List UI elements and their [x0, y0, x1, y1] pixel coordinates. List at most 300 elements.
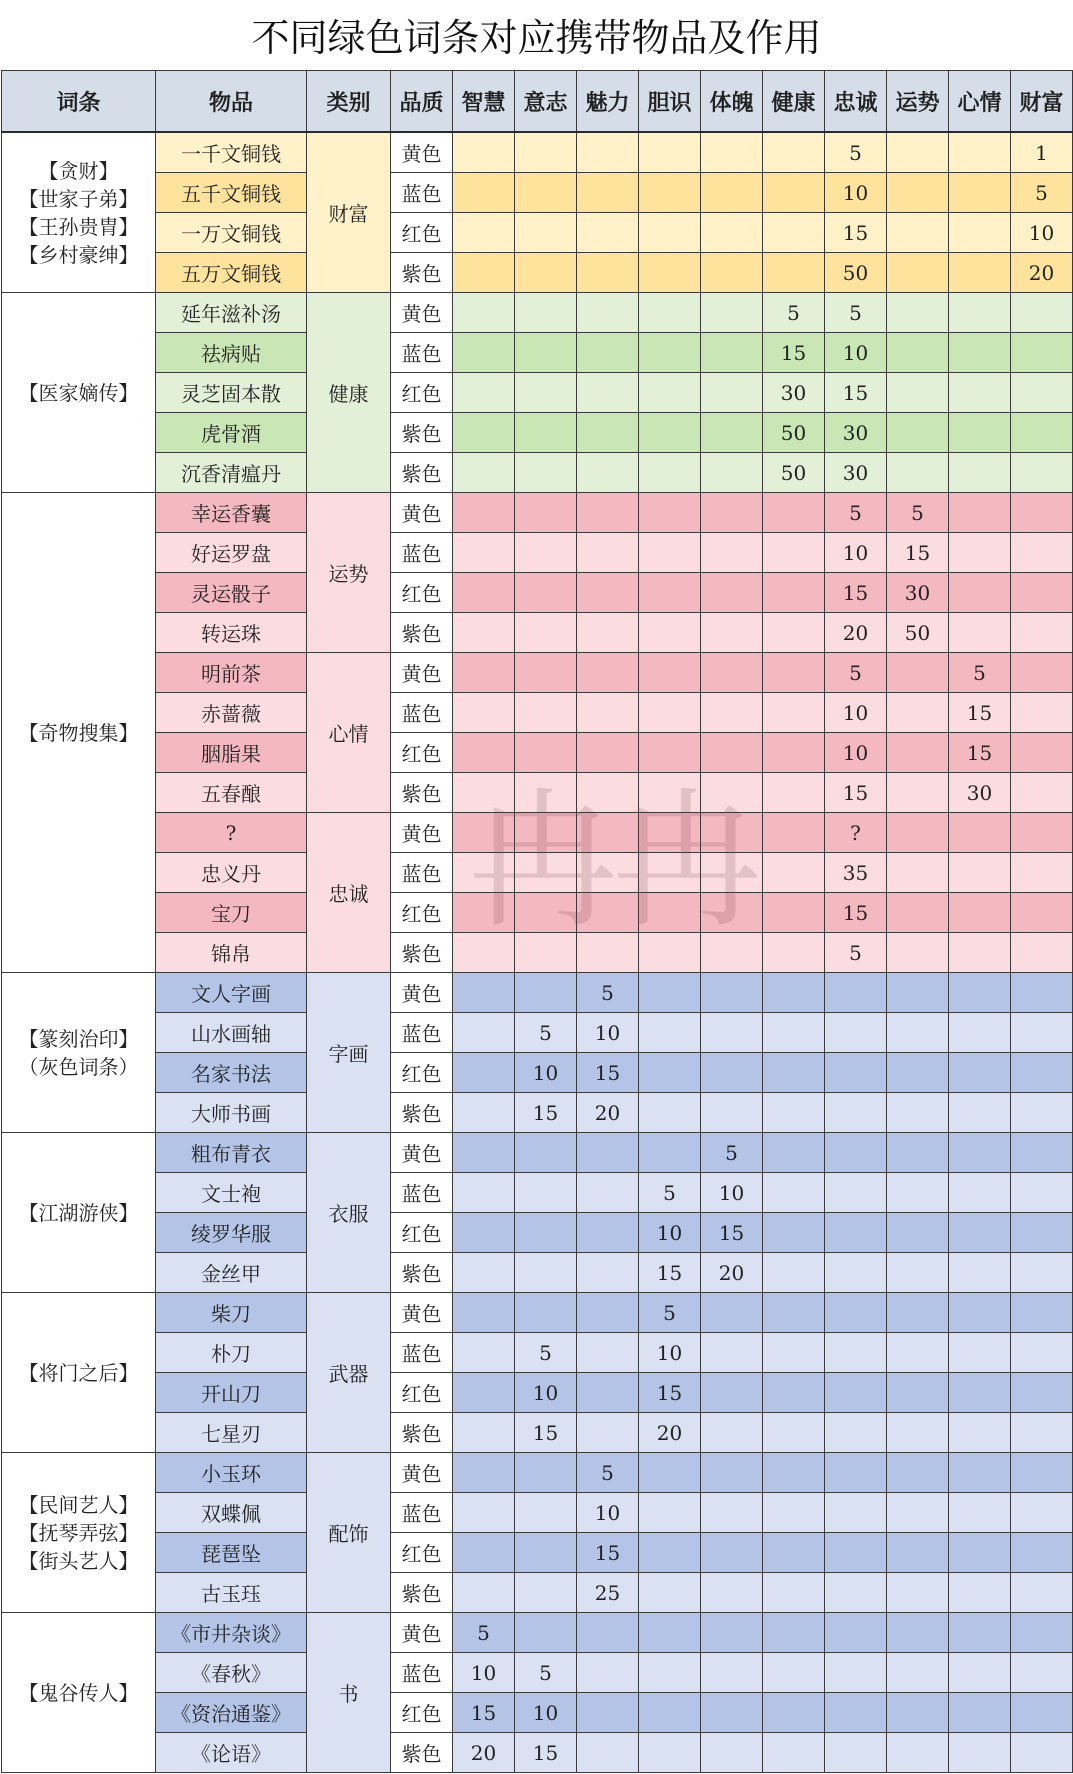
value-cell: [515, 1213, 577, 1253]
table-row: [2, 733, 1073, 773]
value-cell: [701, 1733, 763, 1773]
value-cell: [1011, 773, 1073, 813]
value-cell: [949, 373, 1011, 413]
category-cell: 配饰: [307, 1453, 391, 1613]
trait-label: 【奇物搜集】: [18, 720, 139, 745]
table-row: [2, 573, 1073, 613]
value-cell: [515, 453, 577, 493]
value-cell: [1011, 1373, 1073, 1413]
value-cell: [949, 813, 1011, 853]
value-cell: [577, 1413, 639, 1453]
column-header: 心情: [949, 71, 1011, 133]
value-cell: [639, 1653, 701, 1693]
value-cell: 10: [825, 533, 887, 573]
value-cell: [887, 973, 949, 1013]
value-cell: [515, 1173, 577, 1213]
value-cell: 5: [577, 1453, 639, 1493]
value-cell: ?: [825, 813, 887, 853]
value-cell: [453, 1093, 515, 1133]
value-cell: [887, 132, 949, 173]
column-header: 健康: [763, 71, 825, 133]
value-cell: [763, 693, 825, 733]
value-cell: [453, 253, 515, 293]
value-cell: 15: [949, 733, 1011, 773]
value-cell: [949, 1253, 1011, 1293]
value-cell: 1: [1011, 132, 1073, 173]
value-cell: [1011, 1013, 1073, 1053]
value-cell: [949, 1333, 1011, 1373]
value-cell: [949, 132, 1011, 173]
value-cell: [515, 653, 577, 693]
value-cell: 50: [763, 453, 825, 493]
value-cell: 25: [577, 1573, 639, 1613]
value-cell: [701, 1093, 763, 1133]
value-cell: [887, 1733, 949, 1773]
quality-cell: 紫色: [391, 613, 453, 653]
value-cell: [639, 253, 701, 293]
value-cell: [453, 893, 515, 933]
quality-cell: 紫色: [391, 253, 453, 293]
value-cell: [887, 1013, 949, 1053]
item-cell: 祛病贴: [156, 333, 307, 373]
value-cell: [1011, 1333, 1073, 1373]
value-cell: [763, 1573, 825, 1613]
value-cell: [1011, 1693, 1073, 1733]
value-cell: [1011, 373, 1073, 413]
value-cell: [639, 1733, 701, 1773]
value-cell: [639, 773, 701, 813]
quality-cell: 红色: [391, 1213, 453, 1253]
value-cell: [949, 1533, 1011, 1573]
page-title: 不同绿色词条对应携带物品及作用: [251, 16, 822, 60]
value-cell: [453, 373, 515, 413]
value-cell: [515, 1453, 577, 1493]
value-cell: [639, 132, 701, 173]
table-row: [2, 1413, 1073, 1453]
value-cell: 10: [701, 1173, 763, 1213]
value-cell: [887, 373, 949, 413]
value-cell: [949, 1373, 1011, 1413]
value-cell: [515, 893, 577, 933]
value-cell: [949, 1213, 1011, 1253]
item-cell: ?: [156, 813, 307, 853]
value-cell: [701, 1293, 763, 1333]
quality-cell: 红色: [391, 573, 453, 613]
value-cell: [825, 1333, 887, 1373]
table-row: [2, 813, 1073, 853]
value-cell: [701, 1013, 763, 1053]
value-cell: [453, 733, 515, 773]
value-cell: 15: [639, 1253, 701, 1293]
value-cell: 10: [825, 173, 887, 213]
value-cell: [639, 813, 701, 853]
value-cell: 30: [949, 773, 1011, 813]
value-cell: [1011, 853, 1073, 893]
value-cell: [515, 973, 577, 1013]
table-row: [2, 773, 1073, 813]
value-cell: 15: [515, 1733, 577, 1773]
value-cell: [1011, 933, 1073, 973]
value-cell: [515, 293, 577, 333]
quality-cell: 紫色: [391, 1733, 453, 1773]
item-cell: 宝刀: [156, 893, 307, 933]
value-cell: [887, 1613, 949, 1653]
value-cell: [515, 573, 577, 613]
column-header: 运势: [887, 71, 949, 133]
value-cell: 5: [639, 1293, 701, 1333]
value-cell: [577, 573, 639, 613]
trait-label: 【篆刻治印】: [18, 1026, 139, 1051]
value-cell: [639, 493, 701, 533]
value-cell: [949, 1173, 1011, 1213]
table-row: [2, 1133, 1073, 1173]
value-cell: [949, 573, 1011, 613]
value-cell: [701, 853, 763, 893]
quality-cell: 黄色: [391, 293, 453, 333]
item-cell: 胭脂果: [156, 733, 307, 773]
table-row: [2, 893, 1073, 933]
trait-cell: [2, 973, 156, 1133]
table-row: [2, 1213, 1073, 1253]
value-cell: 10: [639, 1213, 701, 1253]
trait-label: 【鬼谷传人】: [18, 1680, 139, 1705]
value-cell: [763, 1533, 825, 1573]
quality-cell: 红色: [391, 373, 453, 413]
table-row: [2, 853, 1073, 893]
value-cell: [515, 1293, 577, 1333]
value-cell: [701, 253, 763, 293]
value-cell: 15: [825, 773, 887, 813]
value-cell: 5: [949, 653, 1011, 693]
quality-cell: 蓝色: [391, 1493, 453, 1533]
table-row: [2, 373, 1073, 413]
value-cell: [639, 1053, 701, 1093]
value-cell: [763, 1373, 825, 1413]
item-cell: 一万文铜钱: [156, 213, 307, 253]
table-header-row: [2, 71, 1073, 133]
table-row: [2, 1333, 1073, 1373]
value-cell: [577, 1253, 639, 1293]
value-cell: [763, 1173, 825, 1213]
value-cell: 5: [577, 973, 639, 1013]
value-cell: [949, 1133, 1011, 1173]
value-cell: 5: [639, 1173, 701, 1213]
value-cell: [701, 1413, 763, 1453]
value-cell: [763, 1213, 825, 1253]
value-cell: [701, 1573, 763, 1613]
table-row: [2, 1253, 1073, 1293]
value-cell: [763, 1733, 825, 1773]
value-cell: [887, 1213, 949, 1253]
value-cell: [453, 853, 515, 893]
value-cell: [949, 1453, 1011, 1493]
value-cell: [825, 1093, 887, 1133]
column-header: 魅力: [577, 71, 639, 133]
value-cell: 15: [949, 693, 1011, 733]
value-cell: [639, 1013, 701, 1053]
value-cell: [453, 1133, 515, 1173]
value-cell: [639, 973, 701, 1013]
quality-cell: 紫色: [391, 1573, 453, 1613]
quality-cell: 黄色: [391, 1133, 453, 1173]
value-cell: [949, 1093, 1011, 1133]
value-cell: [515, 1533, 577, 1573]
value-cell: [453, 132, 515, 173]
trait-cell: [2, 293, 156, 493]
value-cell: [515, 613, 577, 653]
value-cell: [577, 413, 639, 453]
value-cell: [453, 1533, 515, 1573]
value-cell: [887, 1573, 949, 1613]
value-cell: [887, 1693, 949, 1733]
value-cell: [1011, 413, 1073, 453]
value-cell: 20: [639, 1413, 701, 1453]
category-cell: 字画: [307, 973, 391, 1133]
value-cell: [887, 853, 949, 893]
value-cell: 15: [825, 573, 887, 613]
value-cell: [577, 253, 639, 293]
value-cell: 15: [825, 373, 887, 413]
value-cell: [639, 1133, 701, 1173]
category-cell: 衣服: [307, 1133, 391, 1293]
item-cell: 赤蔷薇: [156, 693, 307, 733]
item-cell: 延年滋补汤: [156, 293, 307, 333]
value-cell: [639, 293, 701, 333]
value-cell: [577, 1133, 639, 1173]
table-row: [2, 1693, 1073, 1733]
value-cell: 30: [887, 573, 949, 613]
value-cell: [825, 1133, 887, 1173]
value-cell: 10: [639, 1333, 701, 1373]
value-cell: [453, 613, 515, 653]
item-cell: 朴刀: [156, 1333, 307, 1373]
value-cell: [949, 453, 1011, 493]
value-cell: [453, 1413, 515, 1453]
value-cell: [949, 1053, 1011, 1093]
table-row: [2, 453, 1073, 493]
value-cell: 20: [1011, 253, 1073, 293]
value-cell: [577, 1613, 639, 1653]
value-cell: [1011, 1173, 1073, 1213]
column-header: 类别: [307, 71, 391, 133]
table-row: [2, 1093, 1073, 1133]
value-cell: [515, 1613, 577, 1653]
item-cell: 虎骨酒: [156, 413, 307, 453]
value-cell: 5: [825, 132, 887, 173]
item-cell: 金丝甲: [156, 1253, 307, 1293]
value-cell: [887, 733, 949, 773]
value-cell: [701, 573, 763, 613]
quality-cell: 蓝色: [391, 853, 453, 893]
quality-cell: 蓝色: [391, 333, 453, 373]
value-cell: [577, 173, 639, 213]
value-cell: [825, 1613, 887, 1653]
value-cell: 15: [515, 1413, 577, 1453]
table-row: [2, 173, 1073, 213]
item-cell: 双蝶佩: [156, 1493, 307, 1533]
trait-cell: [2, 493, 156, 973]
trait-label: 【医家嫡传】: [18, 380, 139, 405]
value-cell: [515, 413, 577, 453]
value-cell: [887, 173, 949, 213]
value-cell: [515, 693, 577, 733]
value-cell: [1011, 1733, 1073, 1773]
value-cell: [763, 1333, 825, 1373]
value-cell: [887, 1133, 949, 1173]
quality-cell: 蓝色: [391, 1173, 453, 1213]
value-cell: [639, 733, 701, 773]
quality-cell: 红色: [391, 1533, 453, 1573]
value-cell: [763, 253, 825, 293]
value-cell: [887, 653, 949, 693]
table-row: [2, 1453, 1073, 1493]
value-cell: [577, 333, 639, 373]
value-cell: [453, 1013, 515, 1053]
value-cell: [515, 1573, 577, 1613]
value-cell: [453, 453, 515, 493]
value-cell: 5: [453, 1613, 515, 1653]
table-row: [2, 132, 1073, 173]
value-cell: [577, 1213, 639, 1253]
value-cell: [949, 413, 1011, 453]
value-cell: [701, 413, 763, 453]
value-cell: [639, 1533, 701, 1573]
quality-cell: 黄色: [391, 1613, 453, 1653]
value-cell: [453, 1173, 515, 1213]
value-cell: [1011, 1133, 1073, 1173]
table-row: [2, 973, 1073, 1013]
value-cell: [639, 893, 701, 933]
value-cell: [1011, 1253, 1073, 1293]
value-cell: [701, 173, 763, 213]
quality-cell: 蓝色: [391, 173, 453, 213]
category-cell: 武器: [307, 1293, 391, 1453]
value-cell: [577, 132, 639, 173]
value-cell: [639, 693, 701, 733]
value-cell: [577, 373, 639, 413]
value-cell: [825, 1013, 887, 1053]
value-cell: 20: [701, 1253, 763, 1293]
trait-label: 【王孙贵胄】: [18, 214, 139, 239]
value-cell: [887, 1333, 949, 1373]
value-cell: [887, 773, 949, 813]
value-cell: [453, 493, 515, 533]
value-cell: 15: [515, 1093, 577, 1133]
quality-cell: 黄色: [391, 1453, 453, 1493]
item-cell: 绫罗华服: [156, 1213, 307, 1253]
quality-cell: 紫色: [391, 1413, 453, 1453]
quality-cell: 紫色: [391, 1093, 453, 1133]
value-cell: [701, 493, 763, 533]
value-cell: [577, 1173, 639, 1213]
table-row: [2, 1733, 1073, 1773]
quality-cell: 紫色: [391, 413, 453, 453]
trait-label: 【将门之后】: [18, 1360, 139, 1385]
table-row: [2, 293, 1073, 333]
value-cell: [949, 853, 1011, 893]
value-cell: [639, 653, 701, 693]
table-row: [2, 1653, 1073, 1693]
value-cell: [763, 1013, 825, 1053]
value-cell: [453, 413, 515, 453]
table-row: [2, 613, 1073, 653]
value-cell: [453, 1213, 515, 1253]
value-cell: [453, 533, 515, 573]
category-cell: 忠诚: [307, 813, 391, 973]
value-cell: [1011, 1453, 1073, 1493]
item-cell: 好运罗盘: [156, 533, 307, 573]
value-cell: [763, 893, 825, 933]
value-cell: [577, 733, 639, 773]
value-cell: 10: [453, 1653, 515, 1693]
value-cell: [453, 773, 515, 813]
item-cell: 明前茶: [156, 653, 307, 693]
value-cell: [887, 1453, 949, 1493]
value-cell: 50: [887, 613, 949, 653]
value-cell: [763, 1413, 825, 1453]
value-cell: [701, 1493, 763, 1533]
value-cell: [1011, 733, 1073, 773]
value-cell: 5: [825, 933, 887, 973]
value-cell: 5: [515, 1013, 577, 1053]
trait-label: 【乡村豪绅】: [18, 242, 139, 267]
table-row: [2, 333, 1073, 373]
table-row: [2, 253, 1073, 293]
value-cell: [515, 813, 577, 853]
trait-cell: [2, 1133, 156, 1293]
value-cell: [949, 1413, 1011, 1453]
value-cell: [515, 333, 577, 373]
value-cell: [1011, 1093, 1073, 1133]
value-cell: [515, 173, 577, 213]
value-cell: 15: [701, 1213, 763, 1253]
value-cell: 10: [515, 1693, 577, 1733]
value-cell: [639, 453, 701, 493]
value-cell: [453, 1053, 515, 1093]
value-cell: 20: [453, 1733, 515, 1773]
value-cell: [453, 1493, 515, 1533]
value-cell: 10: [515, 1373, 577, 1413]
value-cell: [1011, 293, 1073, 333]
value-cell: [701, 933, 763, 973]
value-cell: [763, 1253, 825, 1293]
table-row: [2, 1613, 1073, 1653]
value-cell: [701, 693, 763, 733]
value-cell: [515, 1493, 577, 1533]
value-cell: 15: [453, 1693, 515, 1733]
value-cell: [949, 293, 1011, 333]
value-cell: [949, 213, 1011, 253]
value-cell: 15: [887, 533, 949, 573]
column-header: 体魄: [701, 71, 763, 133]
value-cell: [577, 1653, 639, 1693]
value-cell: 30: [825, 413, 887, 453]
value-cell: [763, 853, 825, 893]
value-cell: [453, 573, 515, 613]
item-cell: 七星刃: [156, 1413, 307, 1453]
item-cell: 转运珠: [156, 613, 307, 653]
value-cell: [639, 1613, 701, 1653]
value-cell: 5: [515, 1333, 577, 1373]
value-cell: [763, 1093, 825, 1133]
value-cell: [453, 173, 515, 213]
value-cell: 20: [577, 1093, 639, 1133]
quality-cell: 黄色: [391, 813, 453, 853]
value-cell: [515, 213, 577, 253]
value-cell: [701, 613, 763, 653]
value-cell: [453, 693, 515, 733]
quality-cell: 红色: [391, 893, 453, 933]
